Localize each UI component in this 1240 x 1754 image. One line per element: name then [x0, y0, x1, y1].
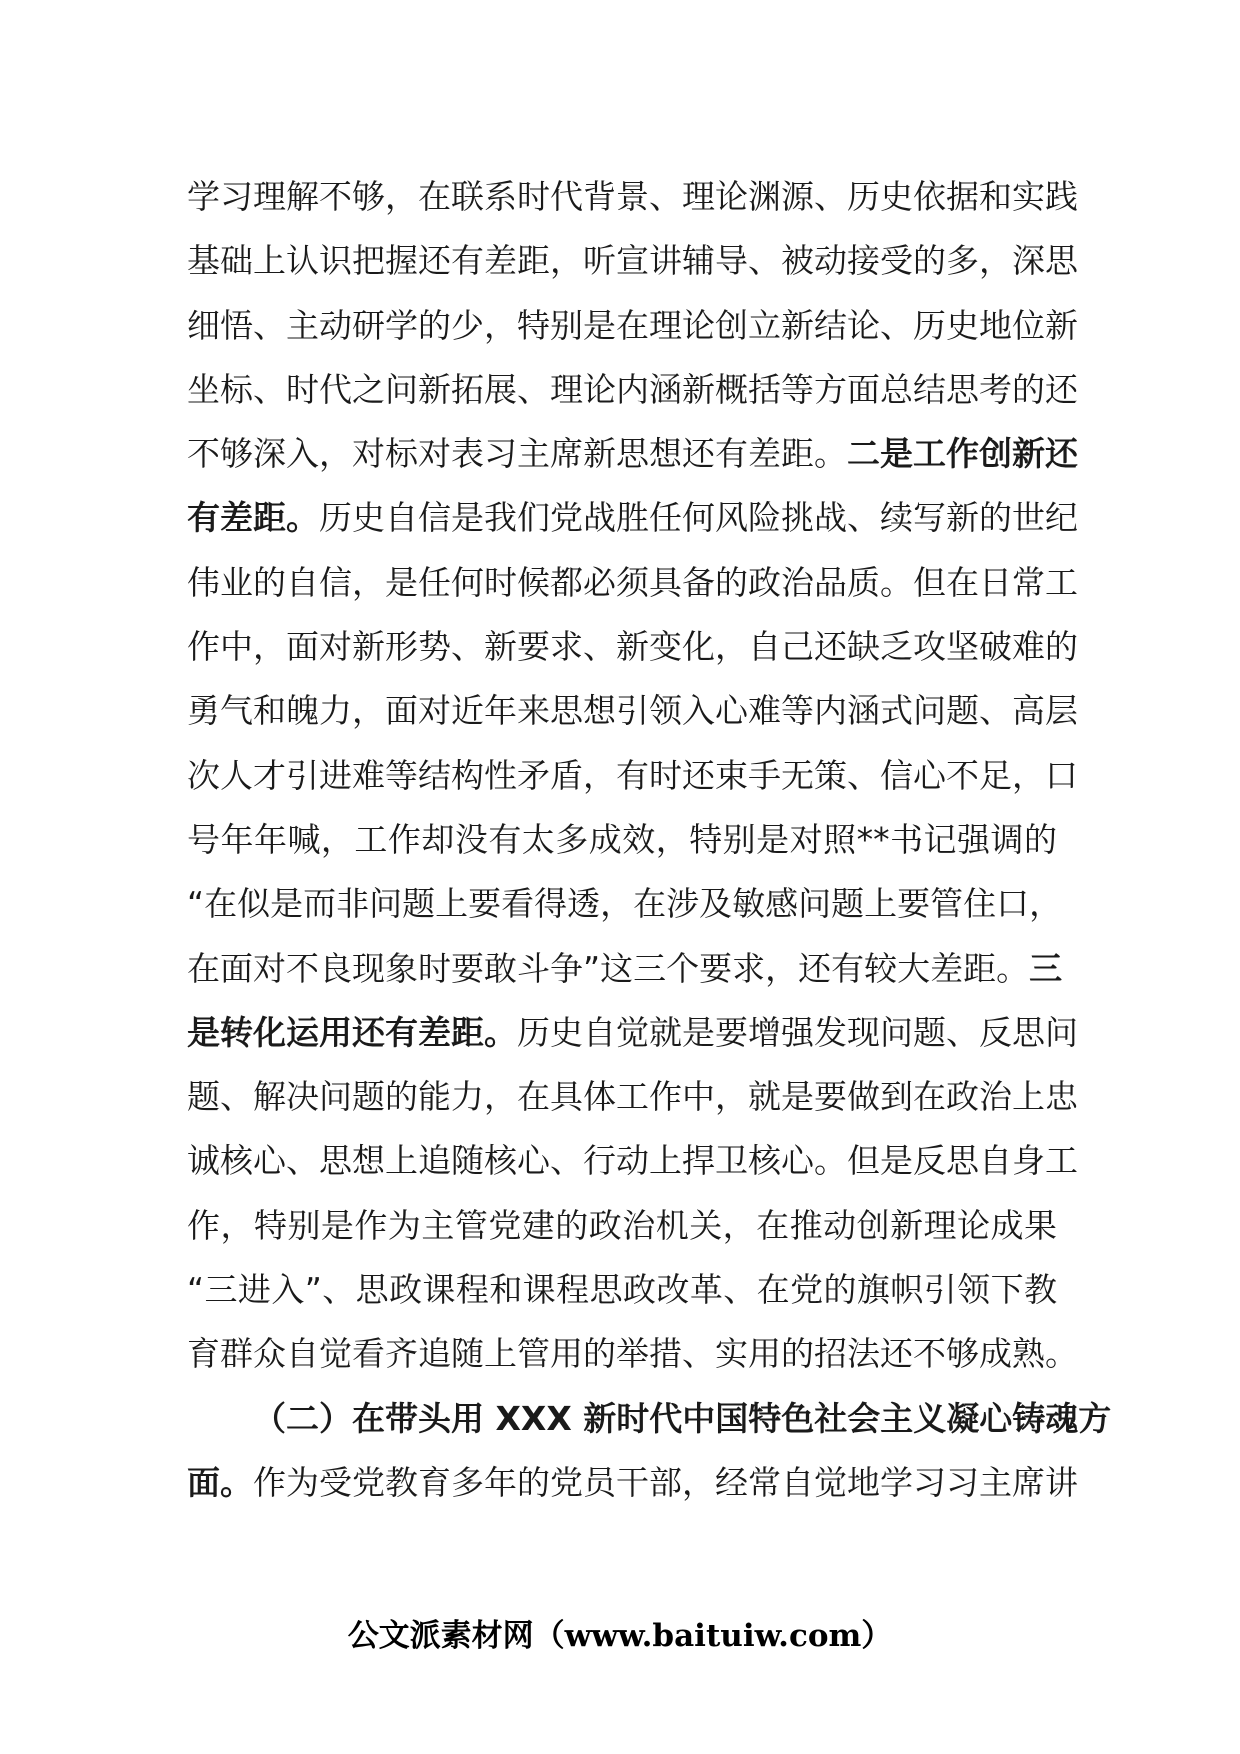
text-line: 诚核心、思想上追随核心、行动上捍卫核心。但是反思自身工	[187, 1141, 1078, 1181]
text-line: 号年年喊，工作却没有太多成效，特别是对照**书记强调的	[187, 819, 1057, 859]
text-line: “在似是而非问题上要看得透，在涉及敏感问题上要管住口，	[187, 884, 1063, 924]
text-line: 伟业的自信，是任何时候都必须具备的政治品质。但在日常工	[187, 562, 1078, 602]
text-run: 在面对不良现象时要敢斗争”这三个要求，还有较大差距。	[187, 948, 1030, 988]
text-line: 题、解决问题的能力，在具体工作中，就是要做到在政治上忠	[187, 1077, 1078, 1117]
text-line	[187, 1001, 1078, 1065]
text-line: 坐标、时代之问新拓展、理论内涵新概括等方面总结思考的还	[187, 369, 1078, 409]
text-line	[187, 486, 1078, 550]
heading-run-3-cont: 是转化运用还有差距。	[187, 1012, 517, 1052]
text-run: 作为受党教育多年的党员干部，经常自觉地学习习主席讲	[253, 1462, 1078, 1502]
text-line: 基础上认识把握还有差距，听宣讲辅导、被动接受的多，深思	[187, 241, 1078, 281]
text-line	[187, 937, 1063, 1001]
heading-run-3: 三	[1029, 948, 1063, 988]
text-line: 细悟、主动研学的少，特别是在理论创立新结论、历史地位新	[187, 305, 1078, 345]
text-line: 作中，面对新形势、新要求、新变化，自己还缺乏攻坚破难的	[187, 627, 1078, 667]
text-line: “三进入”、思政课程和课程思政改革、在党的旗帜引领下教	[187, 1270, 1057, 1310]
section-heading-cont: 面。	[187, 1462, 253, 1502]
text-line	[187, 422, 1078, 486]
text-run: 不够深入，对标对表习主席新思想还有差距。	[187, 434, 847, 474]
text-line: 学习理解不够，在联系时代背景、理论渊源、历史依据和实践	[187, 177, 1078, 216]
body-text	[187, 165, 1112, 1515]
heading-run-2-cont: 有差距。	[187, 498, 319, 538]
text-run: 历史自觉就是要增强发现问题、反思问	[517, 1012, 1078, 1052]
text-line	[187, 1451, 1078, 1515]
text-line: 次人才引进难等结构性矛盾，有时还束手无策、信心不足，口	[187, 755, 1078, 795]
text-line: 作，特别是作为主管党建的政治机关，在推动创新理论成果	[187, 1205, 1057, 1245]
text-line: 育群众自觉看齐追随上管用的举措、实用的招法还不够成熟。	[187, 1334, 1078, 1374]
text-line: 勇气和魄力，面对近年来思想引领入心难等内涵式问题、高层	[187, 691, 1078, 731]
footer-watermark: 公文派素材网（www.baituiw.com）	[347, 1618, 893, 1654]
text-run: 历史自信是我们党战胜任何风险挑战、续写新的世纪	[319, 498, 1078, 538]
section-heading: （二）在带头用 XXX 新时代中国特色社会主义凝心铸魂方	[253, 1398, 1112, 1438]
heading-run-2: 二是工作创新还	[847, 434, 1078, 474]
